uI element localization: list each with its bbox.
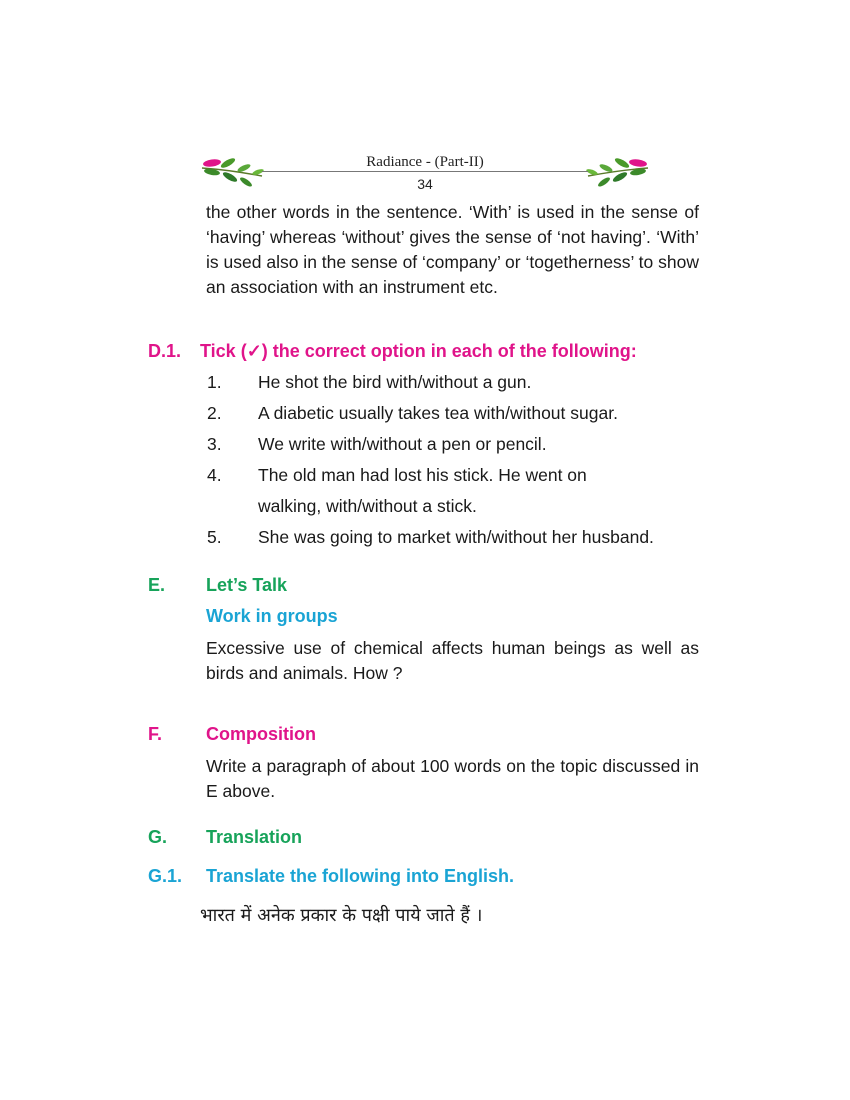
list-item-number: 4. (207, 465, 222, 485)
page-number: 34 (417, 176, 433, 192)
intro-paragraph: the other words in the sentence. ‘With’ is used in the sense of ‘having’ whereas ‘without’ gives the sense of ‘not having’. ‘With’ is used also in the sense of ‘company’ or ‘togetherness’ to show an association with an instrument etc. (206, 202, 699, 297)
list-item-number: 1. (207, 372, 222, 392)
section-e-text: Excessive use of chemical affects human beings as well as birds and animals. How ? (206, 638, 699, 683)
list-item-continuation: walking, with/without a stick. (258, 496, 477, 516)
section-d1-label: D.1. (148, 341, 182, 361)
list-item: The old man had lost his stick. He went on (258, 465, 587, 485)
section-f-text: Write a paragraph of about 100 words on the topic discussed in E above. (206, 756, 699, 801)
list-item: She was going to market with/without her husband. (258, 527, 654, 547)
section-d1-heading: Tick (✓) the correct option in each of the following: (200, 341, 637, 361)
list-item-number: 2. (207, 403, 222, 423)
list-item-number: 3. (207, 434, 222, 454)
section-f-heading: Composition (206, 724, 316, 744)
list-item: We write with/without a pen or pencil. (258, 434, 547, 454)
list-item: He shot the bird with/without a gun. (258, 372, 532, 392)
section-e-subheading: Work in groups (206, 606, 338, 626)
header-title: Radiance - (Part-II) (366, 154, 484, 170)
list-item: A diabetic usually takes tea with/without sugar. (258, 403, 618, 423)
section-g1-heading: Translate the following into English. (206, 866, 515, 886)
hindi-sentence: भारत में अनेक प्रकार के पक्षी पाये जाते हैं । (200, 905, 483, 926)
section-f-label: F. (148, 724, 163, 744)
section-g1-label: G.1. (148, 866, 183, 886)
header-divider (262, 171, 588, 172)
list-item-number: 5. (207, 527, 222, 547)
section-g-label: G. (148, 827, 168, 847)
section-e-heading: Let’s Talk (206, 575, 288, 595)
section-g-heading: Translation (206, 827, 303, 847)
section-e-label: E. (148, 575, 166, 595)
